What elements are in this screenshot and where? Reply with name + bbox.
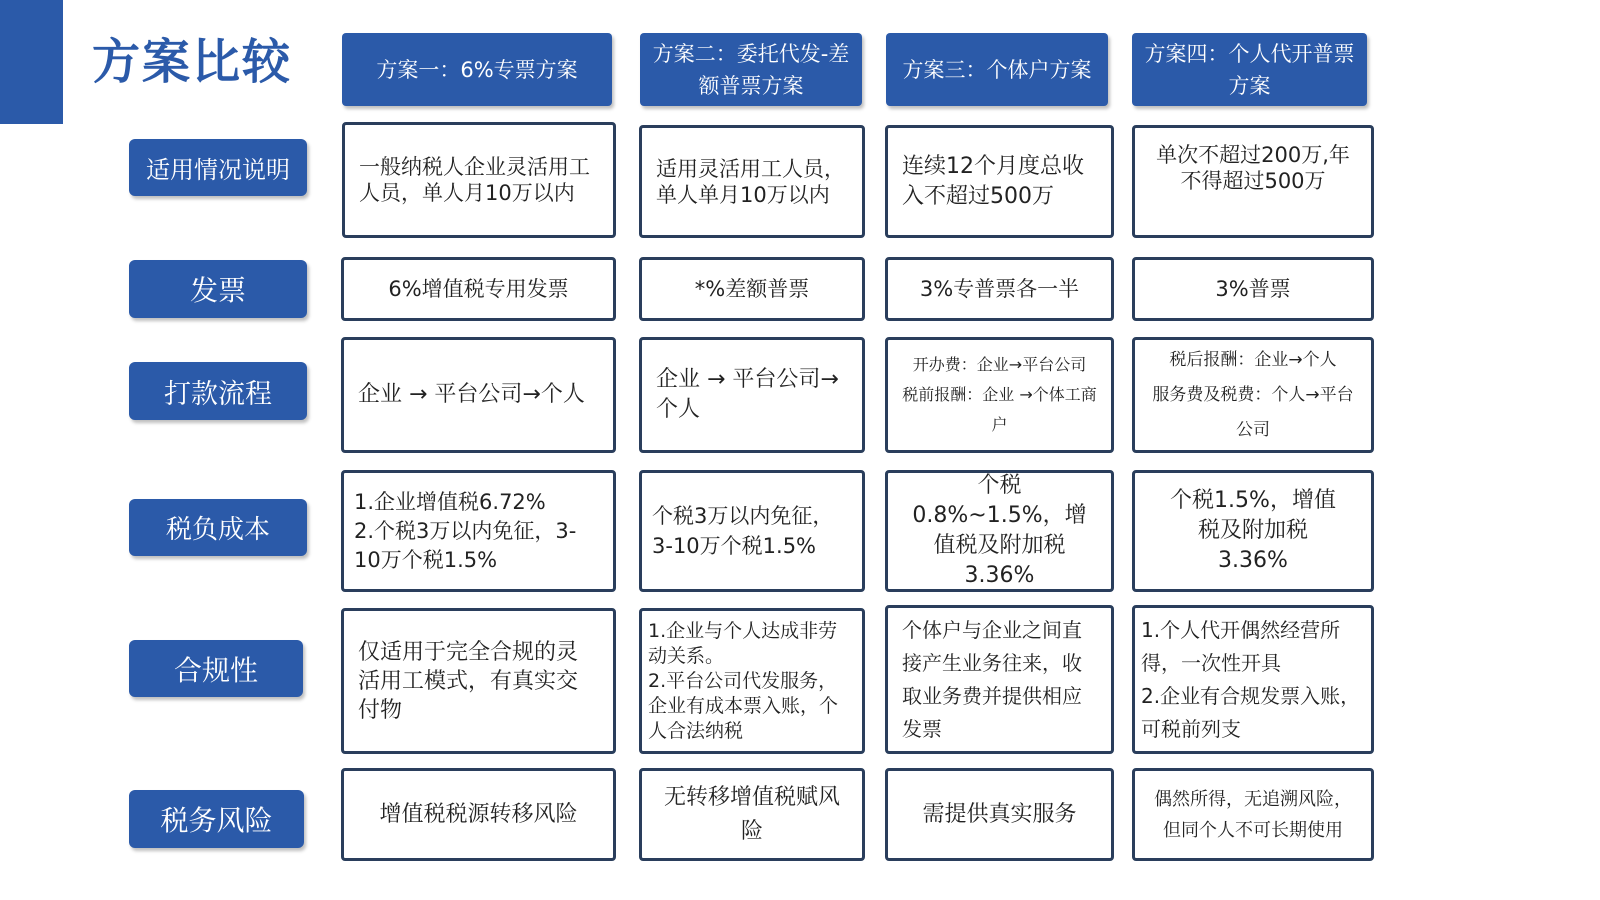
cell-compliance-plan-4: 1.个人代开偶然经营所得，一次性开具 2.企业有合规发票入账，可税前列支 — [1132, 605, 1374, 754]
cell-scope-plan-1: 一般纳税人企业灵活用工人员，单人月10万以内 — [342, 122, 616, 238]
cell-invoice-plan-3: 3%专普票各一半 — [885, 257, 1114, 321]
row-label-tax-risk: 税务风险 — [129, 790, 304, 848]
cell-taxcost-plan-4: 个税1.5%，增值税及附加税3.36% — [1132, 470, 1374, 592]
cell-payment-plan-3: 开办费：企业→平台公司 税前报酬：企业 →个体工商户 — [885, 337, 1114, 453]
cell-risk-plan-1: 增值税税源转移风险 — [341, 768, 616, 861]
cell-risk-plan-4: 偶然所得，无追溯风险，但同个人不可长期使用 — [1132, 768, 1374, 861]
row-label-compliance: 合规性 — [129, 640, 303, 697]
cell-invoice-plan-2: *%差额普票 — [639, 257, 865, 321]
cell-taxcost-plan-3: 个税0.8%~1.5%，增值税及附加税3.36% — [885, 470, 1114, 592]
cell-scope-plan-4: 单次不超过200万,年不得超过500万 — [1132, 125, 1374, 238]
row-label-invoice: 发票 — [129, 260, 307, 318]
cell-payment-plan-2: 企业 → 平台公司→个人 — [639, 337, 865, 453]
cell-payment-plan-1: 企业 → 平台公司→个人 — [341, 337, 616, 453]
header-plan-3: 方案三：个体户方案 — [886, 33, 1108, 106]
cell-risk-plan-3: 需提供真实服务 — [885, 768, 1114, 861]
cell-scope-plan-3: 连续12个月度总收入不超过500万 — [885, 125, 1114, 238]
row-label-tax-cost: 税负成本 — [129, 499, 307, 556]
cell-compliance-plan-3: 个体户与企业之间直接产生业务往来，收取业务费并提供相应发票 — [885, 605, 1114, 754]
page-title: 方案比较 — [92, 34, 293, 90]
cell-compliance-plan-1: 仅适用于完全合规的灵活用工模式，有真实交付物 — [341, 608, 616, 754]
row-label-scope: 适用情况说明 — [129, 139, 307, 196]
header-plan-4: 方案四：个人代开普票方案 — [1132, 33, 1367, 106]
cell-payment-plan-4: 税后报酬：企业→个人 服务费及税费：个人→平台公司 — [1132, 337, 1374, 453]
cell-risk-plan-2: 无转移增值税赋风险 — [639, 768, 865, 861]
cell-taxcost-plan-2: 个税3万以内免征，3-10万个税1.5% — [639, 470, 865, 592]
cell-invoice-plan-1: 6%增值税专用发票 — [341, 257, 616, 321]
header-plan-2: 方案二：委托代发-差额普票方案 — [640, 33, 862, 106]
corner-accent-block — [0, 0, 63, 124]
cell-invoice-plan-4: 3%普票 — [1132, 257, 1374, 321]
cell-scope-plan-2: 适用灵活用工人员，单人单月10万以内 — [639, 125, 865, 238]
cell-taxcost-plan-1: 1.企业增值税6.72% 2.个税3万以内免征，3-10万个税1.5% — [341, 470, 616, 592]
header-plan-1: 方案一：6%专票方案 — [342, 33, 612, 106]
cell-compliance-plan-2: 1.企业与个人达成非劳动关系。 2.平台公司代发服务，企业有成本票入账，个人合法纳税 — [639, 608, 865, 754]
row-label-payment-flow: 打款流程 — [129, 362, 307, 420]
